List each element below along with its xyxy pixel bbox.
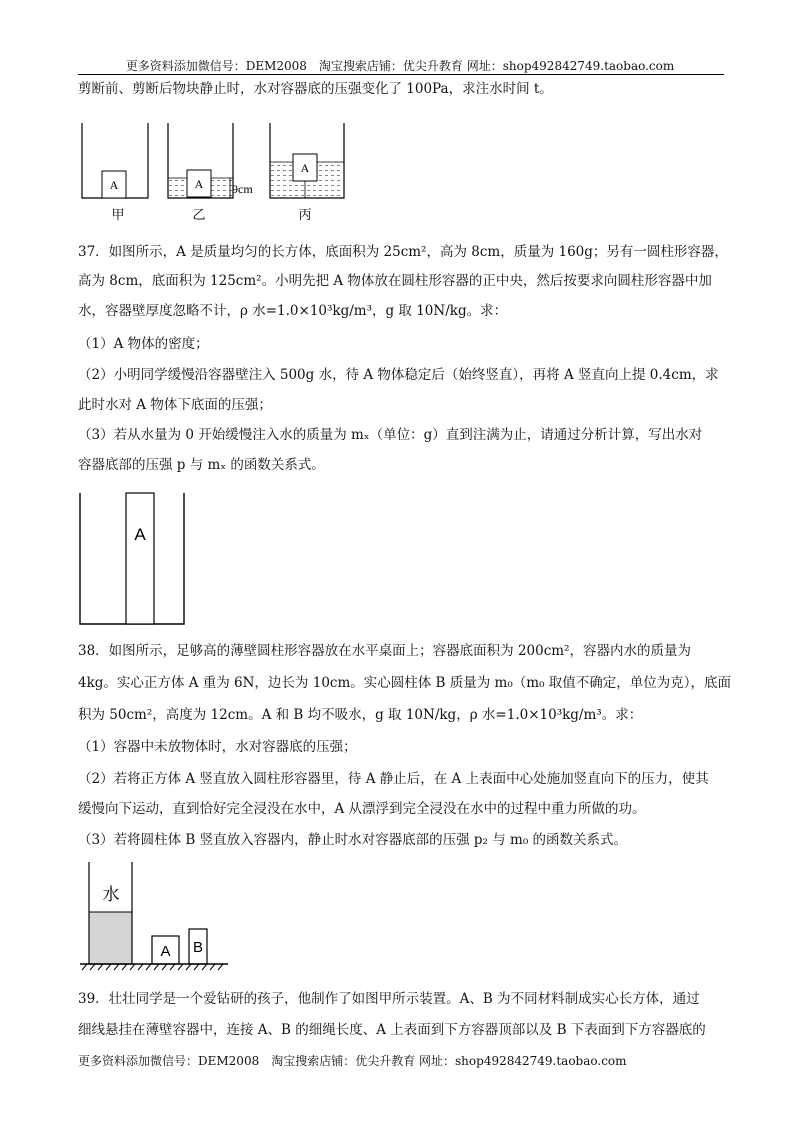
q38-line-2: 4kg。实心正方体 A 重为 6N，边长为 10cm。实心圆柱体 B 质量为 m₀（m₀ 取值不确定，单位为克），底面 [78, 675, 732, 691]
q37-sub-1: （1）A 物体的密度； [78, 336, 209, 352]
q39-line-1: 39．壮壮同学是一个爱钻研的孩子，他制作了如图甲所示装置。A、B 为不同材料制成实心长方体，通过 [78, 991, 700, 1007]
q37-sub-3a: （3）若从水量为 0 开始缓慢注入水的质量为 mₓ（单位：g）直到注满为止，请通过分析计算，写出水对 [78, 427, 703, 443]
q38-sub-2a: （2）若将正方体 A 竖直放入圆柱形容器里，待 A 静止后，在 A 上表面中心处施加竖直向下的压力，使其 [78, 771, 709, 787]
q38-sub-2b: 缓慢向下运动，直到恰好完全浸没在水中，A 从漂浮到完全浸没在水中的过程中重力所做的功。 [78, 801, 646, 817]
q37-sub-3b: 容器底部的压强 p 与 mₓ 的函数关系式。 [78, 457, 325, 473]
intro-line: 剪断前、剪断后物块静止时，水对容器底的压强变化了 100Pa，求注水时间 t。 [78, 81, 553, 97]
q37-line-1: 37．如图所示，A 是质量均匀的长方体，底面积为 25cm²，高为 8cm，质量为 160g；另有一圆柱形容器， [78, 244, 728, 260]
block-a-37 [126, 493, 154, 624]
caption-bing: 丙 [298, 208, 312, 223]
block-a-37-label: A [134, 525, 146, 544]
caption-yi: 乙 [192, 208, 206, 223]
page-footer: 更多资料添加微信号：DEM2008 淘宝搜索店铺：优尖升教育 网址：shop492842749.taobao.com [78, 1054, 627, 1068]
q37-line-3: 水，容器壁厚度忽略不计，ρ 水=1.0×10³kg/m³，g 取 10N/kg。求： [78, 303, 508, 319]
header-rule [78, 74, 724, 75]
table-hatch [82, 964, 223, 970]
figure-36 [78, 118, 348, 228]
page-header: 更多资料添加微信号：DEM2008 淘宝搜索店铺：优尖升教育 网址：shop492842749.taobao.com [125, 59, 675, 73]
height-label-9cm: 9cm [232, 182, 253, 196]
q39-line-2: 细线悬挂在薄壁容器中，连接 A、B 的细绳长度、A 上表面到下方容器顶部以及 B 下表面到下方容器底的 [78, 1022, 706, 1038]
q37-sub-2b: 此时水对 A 物体下底面的压强； [78, 397, 272, 413]
block-a-yi-label: A [194, 177, 204, 191]
figure-38 [78, 858, 238, 973]
q37-line-2: 高为 8cm，底面积为 125cm²。小明先把 A 物体放在圆柱形容器的正中央，然后按要求向圆柱形容器中加 [78, 273, 712, 289]
q38-line-1: 38．如图所示，足够高的薄壁圆柱形容器放在水平桌面上；容器底面积为 200cm²，容器内水的质量为 [78, 643, 692, 659]
figure-37 [78, 490, 188, 630]
q38-sub-1: （1）容器中未放物体时，水对容器底的压强； [78, 739, 357, 755]
q38-sub-3: （3）若将圆柱体 B 竖直放入容器内，静止时水对容器底部的压强 p₂ 与 m₀ 的函数关系式。 [78, 832, 628, 848]
q37-sub-2a: （2）小明同学缓慢沿容器壁注入 500g 水，待 A 物体稳定后（始终竖直），再将 A 竖直向上提 0.4cm，求 [78, 367, 719, 383]
block-a-bing-label: A [300, 161, 310, 175]
water-38 [89, 912, 132, 964]
water-label: 水 [102, 885, 120, 905]
caption-jia: 甲 [111, 208, 125, 223]
block-a-jia-label: A [109, 178, 119, 192]
cylinder-b-38-label: B [192, 939, 204, 956]
cube-a-38-label: A [160, 943, 171, 960]
q38-line-3: 积为 50cm²，高度为 12cm。A 和 B 均不吸水，g 取 10N/kg，ρ 水=1.0×10³kg/m³。求： [78, 707, 643, 723]
